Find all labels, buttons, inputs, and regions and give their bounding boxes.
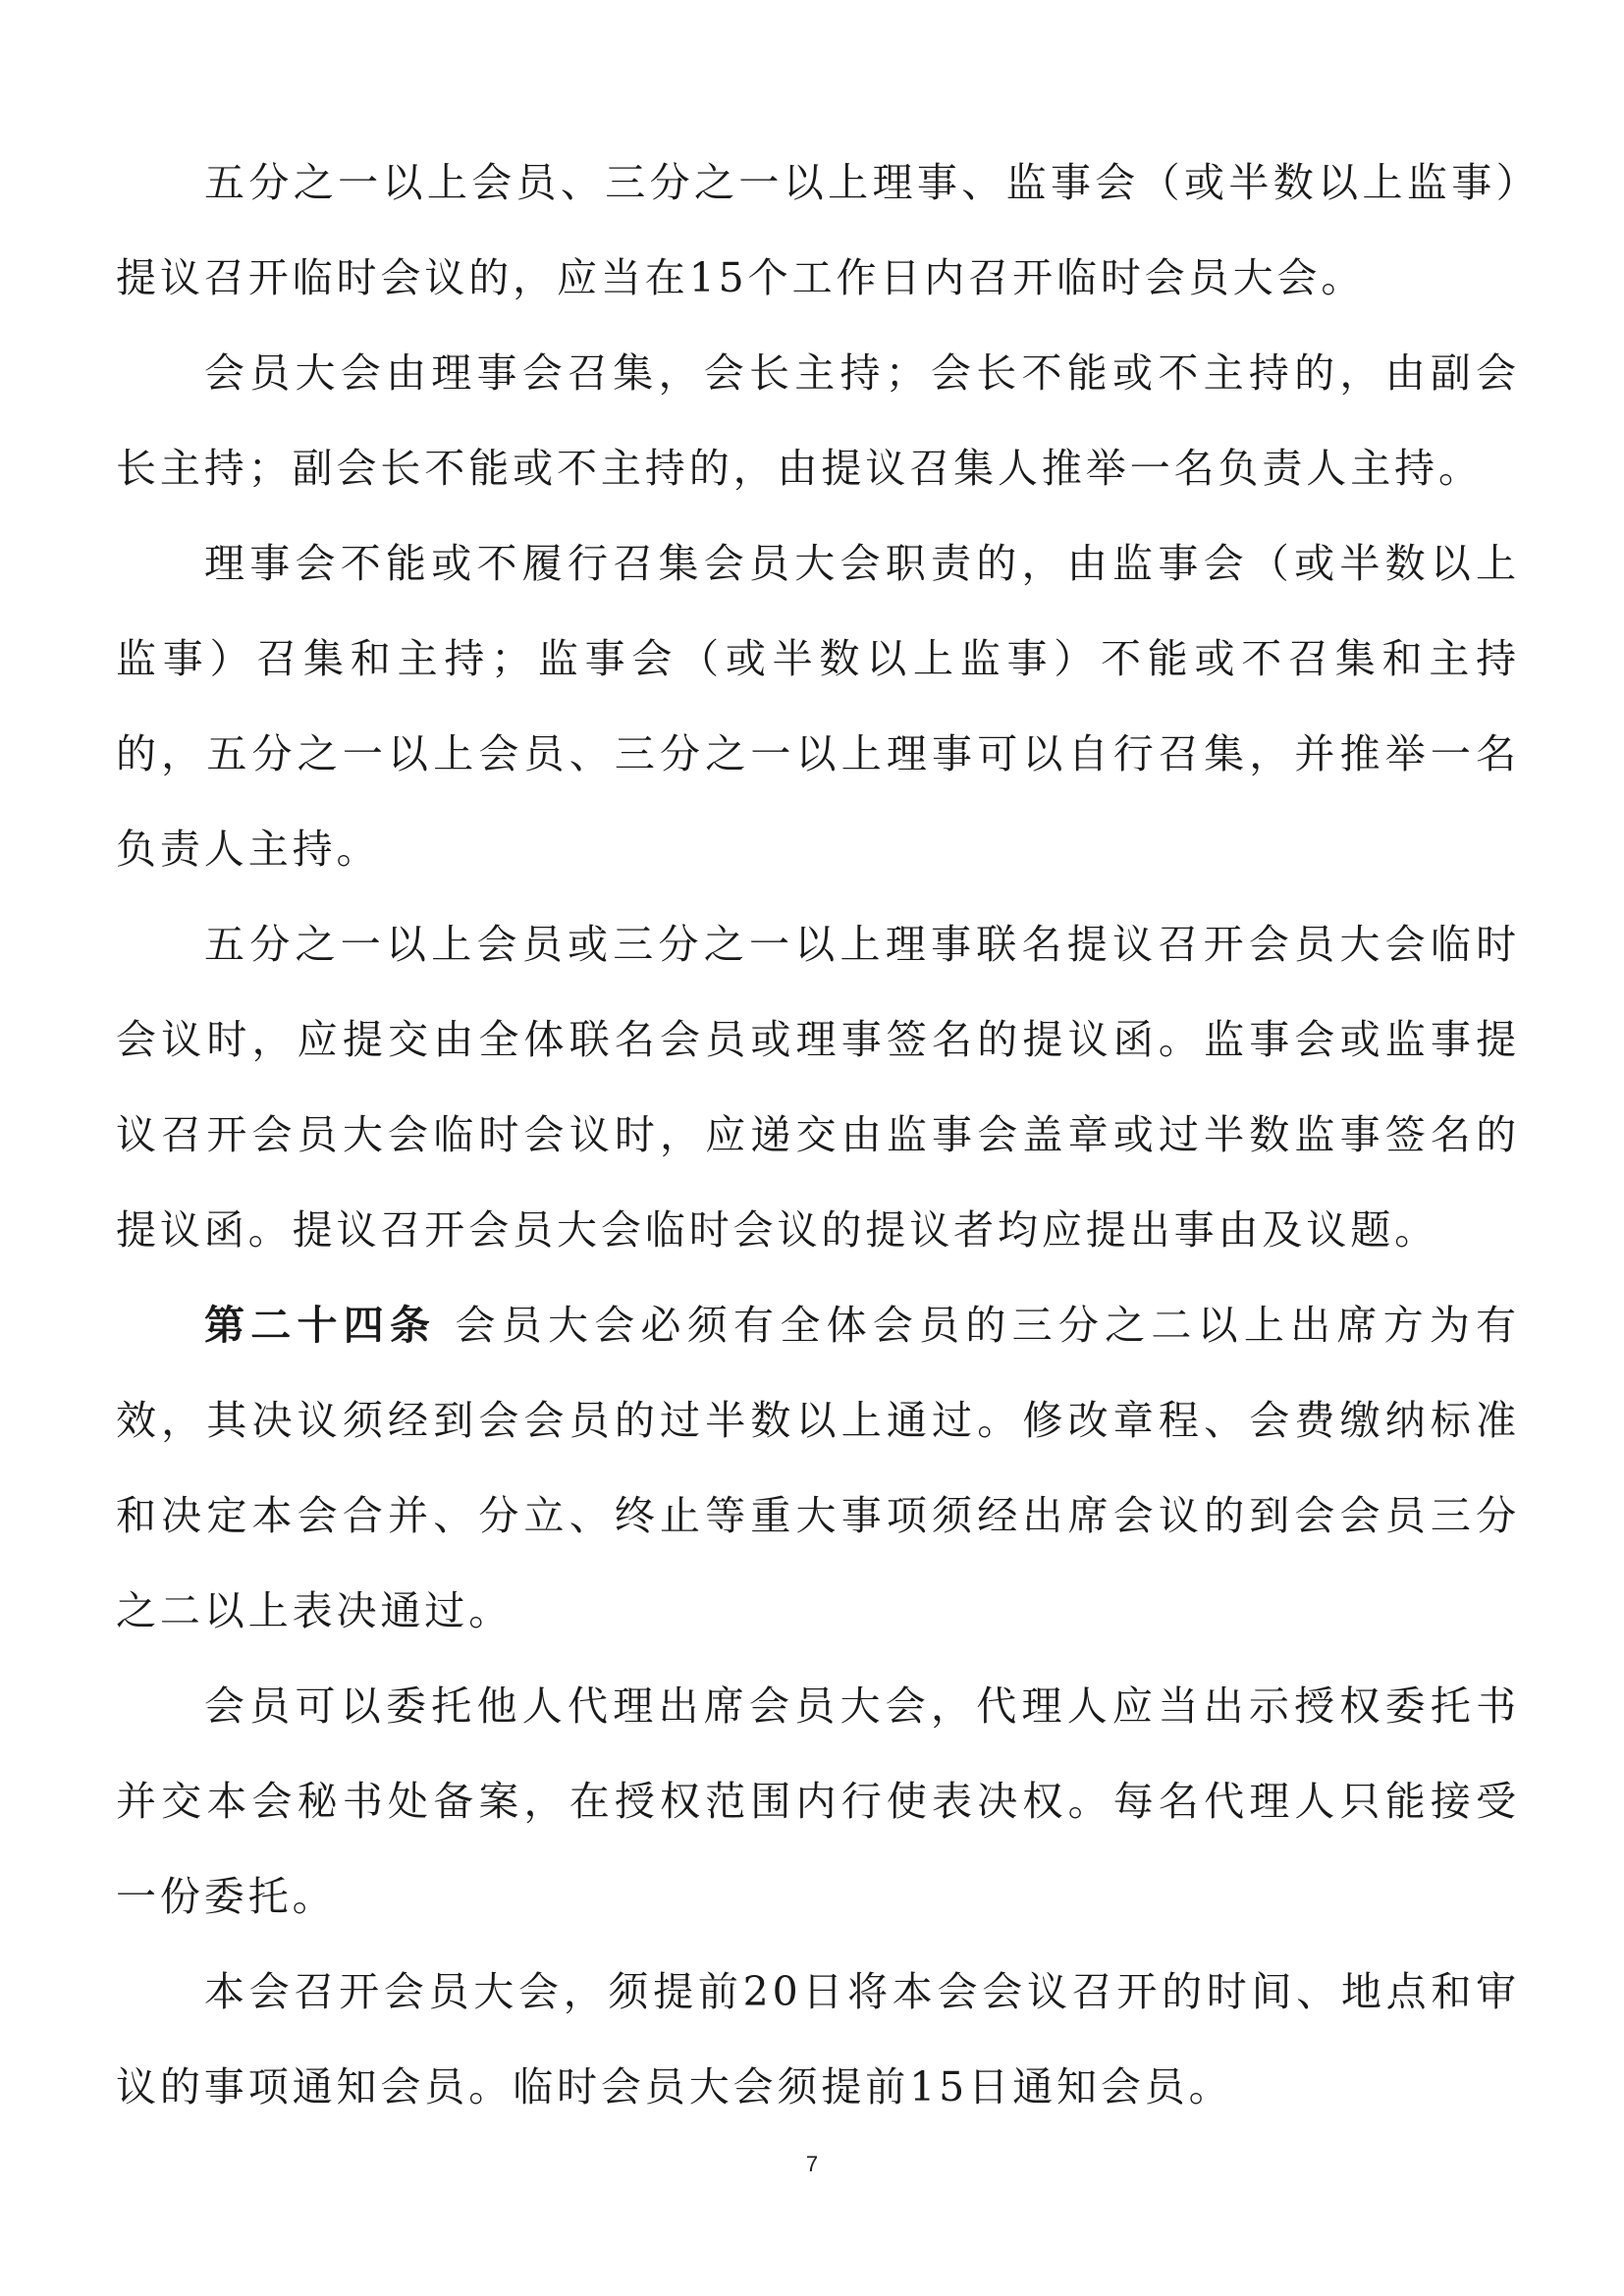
paragraph-supervisory-convening: 理事会不能或不履行召集会员大会职责的，由监事会（或半数以上监事）召集和主持；监事会（或半数以上监事）不能或不召集和主持的，五分之一以上会员、三分之一以上理事可以自行召集，并推举一名负责人主持。 [116, 540, 1520, 873]
paragraph-proxy: 会员可以委托他人代理出席会员大会，代理人应当出示授权委托书并交本会秘书处备案，在授权范围内行使表决权。每名代理人只能接受一份委托。 [116, 1682, 1520, 1920]
article-24-text: 会员大会必须有全体会员的三分之二以上出席方为有效，其决议须经到会会员的过半数以上通过。修改章程、会费缴纳标准和决定本会合并、分立、终止等重大事项须经出席会议的到会会员三分之二以上表决通过。 [116, 1302, 1520, 1634]
page-number: 7 [805, 2152, 819, 2176]
article-24-title: 第二十四条 [204, 1302, 437, 1349]
body-text [116, 135, 1520, 2135]
article-24 [116, 1278, 1520, 1659]
paragraph-notice: 本会召开会员大会，须提前20日将本会会议召开的时间、地点和审议的事项通知会员。临时会员大会须提前15日通知会员。 [116, 1968, 1520, 2110]
paragraph-extraordinary-meeting: 五分之一以上会员、三分之一以上理事、监事会（或半数以上监事）提议召开临时会议的，应当在15个工作日内召开临时会员大会。 [116, 159, 1520, 301]
paragraph-meeting-chair: 会员大会由理事会召集，会长主持；会长不能或不主持的，由副会长主持；副会长不能或不主持的，由提议召集人推举一名负责人主持。 [116, 349, 1520, 492]
paragraph-proposal-letter: 五分之一以上会员或三分之一以上理事联名提议召开会员大会临时会议时，应提交由全体联名会员或理事签名的提议函。监事会或监事提议召开会员大会临时会议时，应递交由监事会盖章或过半数监事签名的提议函。提议召开会员大会临时会议的提议者均应提出事由及议题。 [116, 921, 1520, 1254]
